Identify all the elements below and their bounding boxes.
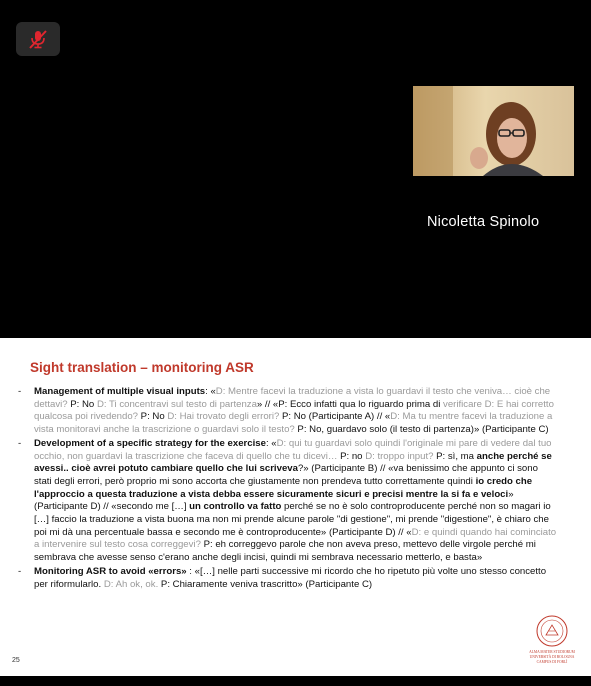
bullet-text: perché se no è solo controproducente perché non so magari io […] faccio la traduzione a vista buona ma non mi prende alcune parole "di gestione", mi prende "digestione", è chiaro che poi mi dà una percentuale bassa e secondo me è controproducente» (Participante D) // « (34, 501, 551, 538)
bullet-text: P: eh correggevo parole che non aveva preso, mettevo delle virgole perché mi sembrava che avesse senso c'erano anche degli incisi, quindi mi sembrava necessario metterlo, e basta» (34, 539, 536, 564)
emphasis-text: Development of a specific strategy for the exercise (34, 437, 266, 449)
slide-title: Sight translation – monitoring ASR (30, 360, 254, 375)
bullet-text: : « (205, 386, 216, 397)
bullet-text: » // «P: Ecco infatti qua lo riguardo prima di (256, 398, 444, 410)
emphasis-text: Management of multiple visual inputs (34, 386, 206, 397)
interviewer-question-text: D: qui tu guardavi solo quindi l'originale mi pare di vedere dal tuo occhio, non guardavi la trascrizione che faceva di quello che tu dicevi… (34, 437, 552, 462)
bullet-text: P: sì, ma (433, 450, 477, 462)
bullet-text: ?» (Participante B) // «va benissimo che appunto ci sono stati degli errori, però proprio mi sono accorta che giustamente non prendeva tutto correttamente quindi (34, 463, 538, 487)
bullet-dash: - (18, 437, 22, 449)
bullet-text: P: No (Participante A) // « (279, 411, 391, 423)
interviewer-question-text: D: e quindi quando hai cominciato a intervenire sul testo cosa correggevi? (34, 526, 557, 551)
bullet-text: : «[…] nelle parti successive mi ricordo che ho ripetuto più volte uno stesso concetto per riformularlo. (34, 565, 547, 590)
bullet-text: P: No, guardavo solo (il testo di partenza)» (Participante C) (294, 424, 549, 436)
slide-bullet-2 (18, 438, 558, 565)
interviewer-question-text: D: Ti concentravi sul testo di partenza (96, 398, 257, 410)
emphasis-text: Monitoring ASR to avoid «errors» (34, 565, 187, 577)
emphasis-text: anche perché se avessi.. cioè avrei potuto cambiare quello che lui scriveva (34, 450, 552, 475)
bottom-bar (0, 676, 591, 686)
video-area (0, 0, 591, 338)
mute-toggle-button[interactable] (16, 22, 60, 56)
interviewer-question-text: D: Ah ok, ok. (103, 578, 159, 590)
participant-name-label: Nicoletta Spinolo (427, 214, 540, 230)
slide-page-number: 25 (12, 657, 20, 664)
interviewer-question-text: D: Mentre facevi la traduzione a vista lo guardavi il testo che veniva… cioè che dettavi? (34, 386, 551, 410)
interviewer-question-text: verificare D: E hai corretto qualcosa poi rivedendo? (34, 398, 554, 423)
interviewer-question-text: D: Ma tu mentre facevi la traduzione a vista monitoravi anche la trascrizione o guardavi solo il testo? (34, 411, 553, 436)
bullet-dash: - (18, 386, 22, 397)
slide-bullet-list (18, 386, 558, 592)
slide-bullet-3 (18, 566, 558, 591)
university-logo-text: ALMA MATER STUDIORUM (529, 650, 575, 654)
interviewer-question-text: D: troppo input? (365, 450, 434, 462)
emphasis-text: io credo che l'approccio a questa traduzione a vista debba essere sicuramente sicuri e precisi mentre la si fa e veloci (34, 475, 533, 500)
bullet-text: P: no (337, 450, 366, 462)
university-seal-icon (524, 614, 580, 666)
bullet-dash: - (18, 565, 22, 577)
bullet-text: » (Participante D) // «secondo me […] (34, 488, 514, 513)
interviewer-question-text: D: Hai trovato degli errori? (167, 411, 280, 423)
slide-bullet-1 (18, 386, 558, 437)
participant-video-thumbnail[interactable] (413, 86, 574, 176)
bullet-text: P: No (67, 398, 97, 410)
shared-slide (0, 338, 591, 676)
mic-off-icon (27, 28, 49, 50)
emphasis-text: un controllo va fatto (189, 501, 282, 513)
bullet-text: : « (265, 437, 277, 449)
university-logo-text: UNIVERSITÀ DI BOLOGNA (529, 655, 575, 659)
bullet-text: P: Chiaramente veniva trascritto» (Participante C) (158, 578, 373, 590)
bullet-text: P: No (138, 411, 168, 423)
university-logo-text: CAMPUS DI FORLÌ (536, 660, 568, 664)
participant-video-image (413, 86, 574, 176)
